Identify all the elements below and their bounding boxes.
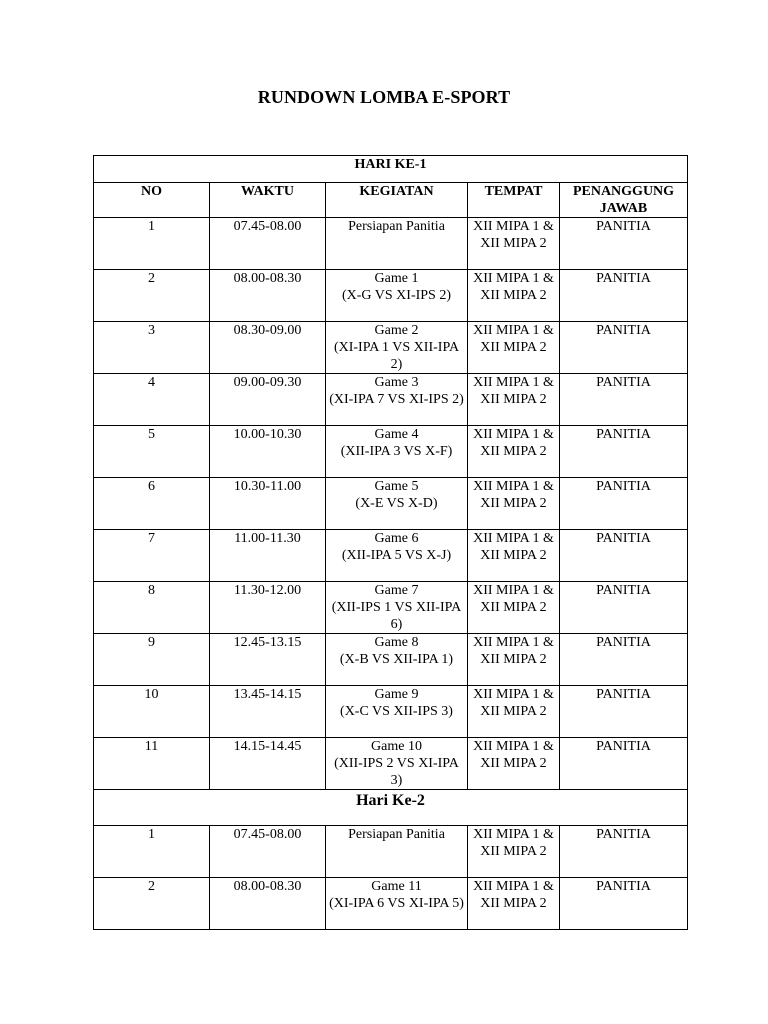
kegiatan-name: Game 11	[371, 879, 422, 894]
cell-waktu: 10.30-11.00	[210, 478, 326, 530]
kegiatan-name: Game 5	[374, 479, 419, 494]
cell-kegiatan	[326, 826, 468, 878]
column-header-no: NO	[94, 183, 210, 218]
table-row	[94, 878, 688, 930]
cell-tempat: XII MIPA 1 & XII MIPA 2	[468, 826, 560, 878]
table-row	[94, 738, 688, 790]
rundown-table-body	[94, 156, 688, 930]
cell-tempat: XII MIPA 1 & XII MIPA 2	[468, 270, 560, 322]
cell-kegiatan	[326, 426, 468, 478]
cell-waktu: 12.45-13.15	[210, 634, 326, 686]
cell-no: 8	[94, 582, 210, 634]
cell-waktu: 08.00-08.30	[210, 878, 326, 930]
table-row	[94, 634, 688, 686]
cell-kegiatan	[326, 582, 468, 634]
cell-no: 2	[94, 878, 210, 930]
cell-no: 1	[94, 826, 210, 878]
cell-penanggung-jawab: PANITIA	[560, 582, 688, 634]
cell-tempat: XII MIPA 1 & XII MIPA 2	[468, 426, 560, 478]
cell-kegiatan	[326, 218, 468, 270]
kegiatan-match: (XII-IPS 2 VS XI-IPA 3)	[334, 756, 459, 788]
cell-no: 7	[94, 530, 210, 582]
table-row	[94, 582, 688, 634]
kegiatan-match: (X-C VS XII-IPS 3)	[340, 704, 453, 719]
cell-waktu: 14.15-14.45	[210, 738, 326, 790]
kegiatan-name: Game 7	[374, 583, 419, 598]
cell-kegiatan	[326, 322, 468, 374]
kegiatan-name: Game 10	[371, 739, 422, 754]
day-header-row	[94, 156, 688, 183]
cell-kegiatan	[326, 478, 468, 530]
kegiatan-name: Game 3	[374, 375, 419, 390]
cell-kegiatan	[326, 374, 468, 426]
cell-penanggung-jawab: PANITIA	[560, 530, 688, 582]
cell-penanggung-jawab: PANITIA	[560, 426, 688, 478]
column-header-waktu: WAKTU	[210, 183, 326, 218]
kegiatan-match: (XI-IPA 7 VS XI-IPS 2)	[329, 392, 464, 407]
cell-tempat: XII MIPA 1 & XII MIPA 2	[468, 634, 560, 686]
cell-penanggung-jawab: PANITIA	[560, 218, 688, 270]
kegiatan-match: (XII-IPS 1 VS XII-IPA 6)	[331, 600, 462, 632]
table-row	[94, 218, 688, 270]
cell-tempat: XII MIPA 1 & XII MIPA 2	[468, 322, 560, 374]
cell-penanggung-jawab: PANITIA	[560, 634, 688, 686]
kegiatan-name: Game 8	[374, 635, 419, 650]
cell-no: 10	[94, 686, 210, 738]
table-row	[94, 530, 688, 582]
kegiatan-match: (XII-IPA 3 VS X-F)	[340, 444, 453, 459]
kegiatan-name: Game 9	[374, 687, 419, 702]
kegiatan-name: Game 4	[374, 427, 419, 442]
column-header-kegiatan: KEGIATAN	[326, 183, 468, 218]
cell-no: 4	[94, 374, 210, 426]
table-row	[94, 322, 688, 374]
cell-tempat: XII MIPA 1 & XII MIPA 2	[468, 530, 560, 582]
cell-no: 5	[94, 426, 210, 478]
cell-no: 6	[94, 478, 210, 530]
rundown-table	[93, 155, 688, 930]
cell-waktu: 13.45-14.15	[210, 686, 326, 738]
cell-tempat: XII MIPA 1 & XII MIPA 2	[468, 478, 560, 530]
cell-tempat: XII MIPA 1 & XII MIPA 2	[468, 738, 560, 790]
cell-kegiatan	[326, 686, 468, 738]
cell-penanggung-jawab: PANITIA	[560, 270, 688, 322]
cell-waktu: 11.00-11.30	[210, 530, 326, 582]
kegiatan-match: (X-E VS X-D)	[355, 496, 438, 511]
column-header-row	[94, 183, 688, 218]
cell-penanggung-jawab: PANITIA	[560, 686, 688, 738]
cell-no: 3	[94, 322, 210, 374]
cell-kegiatan	[326, 738, 468, 790]
column-header-pj: PENANGGUNG JAWAB	[560, 183, 688, 218]
column-header-tempat: TEMPAT	[468, 183, 560, 218]
cell-no: 1	[94, 218, 210, 270]
kegiatan-match: (XI-IPA 1 VS XII-IPA 2)	[333, 340, 460, 372]
table-row	[94, 426, 688, 478]
cell-penanggung-jawab: PANITIA	[560, 878, 688, 930]
day-header-row	[94, 790, 688, 826]
cell-tempat: XII MIPA 1 & XII MIPA 2	[468, 374, 560, 426]
cell-waktu: 10.00-10.30	[210, 426, 326, 478]
kegiatan-name: Game 6	[374, 531, 419, 546]
kegiatan-name: Game 1	[374, 271, 419, 286]
cell-kegiatan	[326, 634, 468, 686]
document-title: RUNDOWN LOMBA E-SPORT	[257, 87, 511, 107]
cell-waktu: 11.30-12.00	[210, 582, 326, 634]
cell-penanggung-jawab: PANITIA	[560, 826, 688, 878]
kegiatan-match: (X-G VS XI-IPS 2)	[341, 288, 452, 303]
day-header: Hari Ke-2	[94, 790, 688, 826]
cell-waktu: 08.00-08.30	[210, 270, 326, 322]
cell-tempat: XII MIPA 1 & XII MIPA 2	[468, 218, 560, 270]
cell-kegiatan	[326, 270, 468, 322]
cell-waktu: 09.00-09.30	[210, 374, 326, 426]
cell-no: 11	[94, 738, 210, 790]
cell-waktu: 08.30-09.00	[210, 322, 326, 374]
table-row	[94, 478, 688, 530]
cell-no: 2	[94, 270, 210, 322]
kegiatan-match: (XII-IPA 5 VS X-J)	[341, 548, 452, 563]
cell-kegiatan	[326, 530, 468, 582]
kegiatan-match: (X-B VS XII-IPA 1)	[339, 652, 454, 667]
cell-waktu: 07.45-08.00	[210, 826, 326, 878]
cell-kegiatan	[326, 878, 468, 930]
cell-penanggung-jawab: PANITIA	[560, 478, 688, 530]
kegiatan-match: (XI-IPA 6 VS XI-IPA 5)	[329, 896, 464, 911]
table-row	[94, 374, 688, 426]
table-row	[94, 270, 688, 322]
kegiatan-name: Persiapan Panitia	[348, 219, 445, 234]
cell-tempat: XII MIPA 1 & XII MIPA 2	[468, 686, 560, 738]
cell-tempat: XII MIPA 1 & XII MIPA 2	[468, 878, 560, 930]
day-header: HARI KE-1	[94, 156, 688, 183]
cell-no: 9	[94, 634, 210, 686]
cell-penanggung-jawab: PANITIA	[560, 374, 688, 426]
kegiatan-name: Game 2	[374, 323, 419, 338]
cell-tempat: XII MIPA 1 & XII MIPA 2	[468, 582, 560, 634]
kegiatan-name: Persiapan Panitia	[348, 827, 445, 842]
table-row	[94, 826, 688, 878]
table-row	[94, 686, 688, 738]
cell-penanggung-jawab: PANITIA	[560, 322, 688, 374]
cell-penanggung-jawab: PANITIA	[560, 738, 688, 790]
cell-waktu: 07.45-08.00	[210, 218, 326, 270]
